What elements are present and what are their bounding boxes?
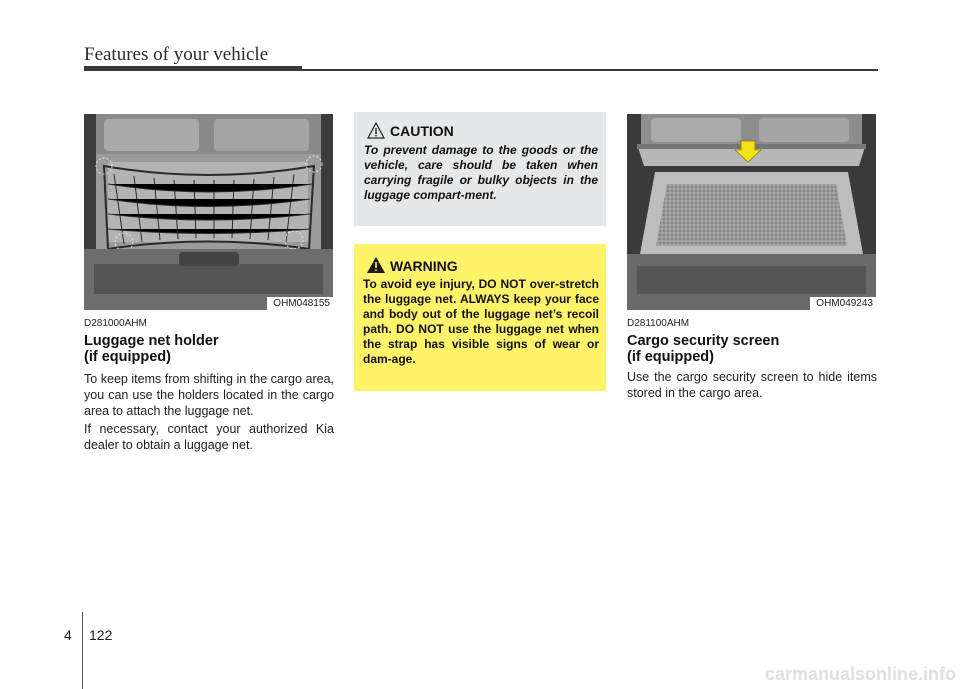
left-paragraph-1: To keep items from shifting in the cargo area, you can use the holders located in the cargo area to attach the luggage net. <box>84 372 334 418</box>
header-rule-thick <box>84 66 302 71</box>
page-section-number: 4 <box>64 627 72 643</box>
caution-title: CAUTION <box>390 123 454 139</box>
cargo-screen-photo <box>627 114 876 310</box>
page-number: 122 <box>89 627 113 643</box>
left-heading-line1: Luggage net holder <box>84 333 219 349</box>
caution-box <box>354 112 606 226</box>
right-heading-line2: (if equipped) <box>627 349 714 365</box>
footer-rule <box>82 612 83 689</box>
warning-triangle-icon <box>366 256 386 274</box>
left-paragraph-2: If necessary, contact your authorized Kia dealer to obtain a luggage net. <box>84 422 334 452</box>
left-section-code: D281000AHM <box>84 318 147 329</box>
right-section-code: D281100AHM <box>627 318 690 329</box>
left-photo-label: OHM048155 <box>267 297 333 310</box>
right-paragraph-1: Use the cargo security screen to hide items stored in the cargo area. <box>627 370 877 400</box>
warning-box <box>354 244 606 391</box>
watermark: carmanualsonline.info <box>764 664 956 684</box>
luggage-net-photo <box>84 114 333 310</box>
warning-title: WARNING <box>390 258 458 274</box>
caution-triangle-icon <box>367 122 385 139</box>
right-heading-line1: Cargo security screen <box>627 333 780 349</box>
right-photo-label: OHM049243 <box>810 297 876 310</box>
left-heading-line2: (if equipped) <box>84 349 171 365</box>
header-rule-thin <box>302 69 878 71</box>
warning-text: To avoid eye injury, DO NOT over-stretch the luggage net. ALWAYS keep your face and body out of the luggage net’s recoil path. DO NOT use the luggage net when the strap has visible signs of wear or dam-age. <box>363 277 599 366</box>
page-header-title: Features of your vehicle <box>84 44 269 65</box>
left-section-heading <box>84 333 219 365</box>
right-section-heading <box>627 333 779 365</box>
caution-text: To prevent damage to the goods or the vehicle, care should be taken when carrying fragile or bulky objects in the luggage compart-ment. <box>364 143 598 202</box>
